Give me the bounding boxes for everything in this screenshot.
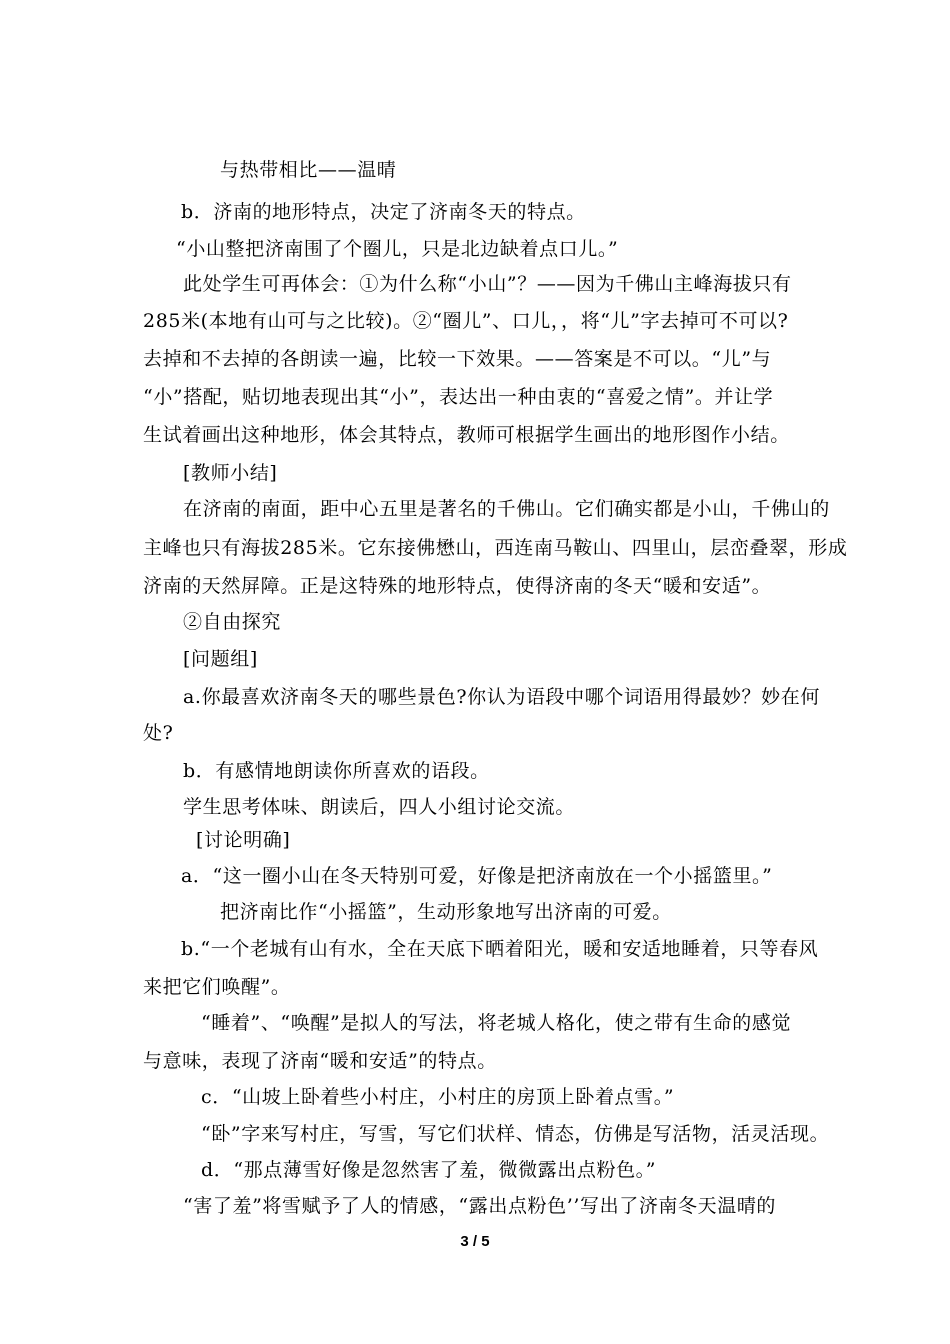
- text-line: 与意味，表现了济南“暖和安适”的特点。: [143, 1050, 497, 1072]
- text-line: 此处学生可再体会：①为什么称“小山”？——因为千佛山主峰海拔只有: [183, 273, 792, 295]
- text-line: 来把它们唤醒”。: [143, 976, 291, 998]
- section-heading: [教师小结]: [183, 462, 278, 484]
- text-line: 与热带相比——温晴: [220, 159, 397, 181]
- text-line: b．济南的地形特点，决定了济南冬天的特点。: [181, 201, 586, 223]
- text-line: “卧”字来写村庄，写雪，写它们状样、情态，仿佛是写活物，活灵活现。: [201, 1123, 830, 1145]
- page-number: 3 / 5: [460, 1233, 490, 1250]
- text-line: “害了羞”将雪赋予了人的情感，“露出点粉色’’写出了济南冬天温晴的: [183, 1195, 777, 1217]
- text-line: 学生思考体味、朗读后，四人小组讨论交流。: [183, 796, 576, 818]
- text-line: 主峰也只有海拔285米。它东接佛懋山，西连南马鞍山、四里山，层峦叠翠，形成: [143, 537, 848, 559]
- text-line: “睡着”、“唤醒”是拟人的写法，将老城人格化，使之带有生命的感觉: [201, 1012, 792, 1034]
- text-line: a.你最喜欢济南冬天的哪些景色?你认为语段中哪个词语用得最妙？妙在何: [183, 686, 820, 708]
- text-line: “小山整把济南围了个圈儿，只是北边缺着点口儿。”: [176, 238, 619, 260]
- text-line: 285米(本地有山可与之比较)。②“圈儿”、口儿，，将“儿”字去掉可不可以?: [143, 310, 789, 332]
- text-line: 在济南的南面，距中心五里是著名的千佛山。它们确实都是小山，千佛山的: [183, 498, 830, 520]
- text-line: 济南的天然屏障。正是这特殊的地形特点，使得济南的冬天“暖和安适”。: [143, 575, 772, 597]
- text-line: 去掉和不去掉的各朗读一遍，比较一下效果。——答案是不可以。“儿”与: [143, 348, 772, 370]
- text-line: d．“那点薄雪好像是忽然害了羞，微微露出点粉色。”: [201, 1159, 657, 1181]
- text-line: c．“山坡上卧着些小村庄，小村庄的房顶上卧着点雪。”: [201, 1086, 675, 1108]
- text-line: 处?: [143, 722, 174, 744]
- section-heading: ②自由探究: [183, 611, 282, 633]
- section-heading: [讨论明确]: [196, 829, 291, 851]
- section-heading: [问题组]: [183, 648, 258, 670]
- text-line: b．有感情地朗读你所喜欢的语段。: [183, 760, 490, 782]
- text-line: b.“一个老城有山有水，全在天底下晒着阳光，暖和安适地睡着，只等春风: [181, 938, 819, 960]
- text-line: a．“这一圈小山在冬天特别可爱，好像是把济南放在一个小摇篮里。”: [181, 865, 773, 887]
- text-line: 生试着画出这种地形，体会其特点，教师可根据学生画出的地形图作小结。: [143, 424, 790, 446]
- text-line: “小”搭配，贴切地表现出其“小”，表达出一种由衷的“喜爱之情”。并让学: [143, 386, 774, 408]
- text-line: 把济南比作“小摇篮”，生动形象地写出济南的可爱。: [220, 901, 672, 923]
